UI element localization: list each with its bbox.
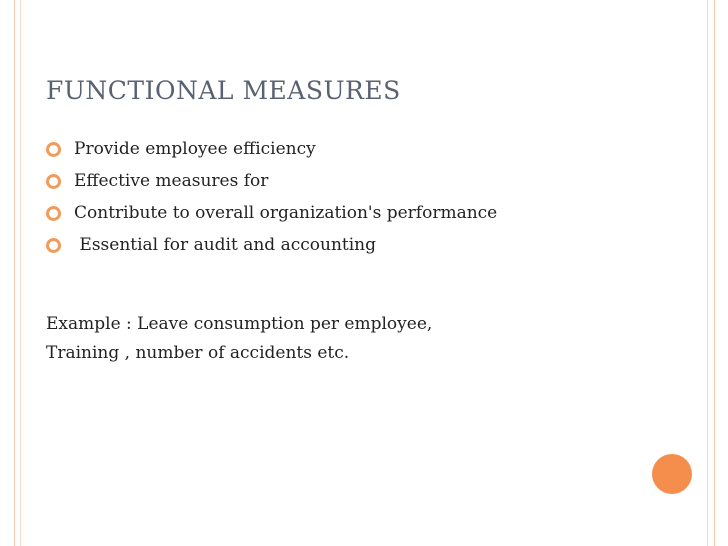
left-frame-line-2 bbox=[20, 0, 21, 546]
decorative-orange-dot bbox=[652, 454, 692, 494]
example-line-1: Example : Leave consumption per employee, bbox=[46, 314, 433, 334]
bullet-text: Contribute to overall organization's performance bbox=[74, 203, 498, 223]
bullet-text: Provide employee efficiency bbox=[74, 139, 316, 159]
bullet-text: Essential for audit and accounting bbox=[74, 235, 376, 255]
circle-bullet-icon bbox=[46, 174, 61, 189]
right-frame-line-2 bbox=[714, 0, 715, 546]
slide-title: FUNCTIONAL MEASURES bbox=[46, 76, 401, 105]
example-line-2: Training , number of accidents etc. bbox=[46, 343, 350, 363]
example-text bbox=[46, 310, 432, 368]
circle-bullet-icon bbox=[46, 238, 61, 253]
right-frame-line-1 bbox=[707, 0, 708, 546]
bullet-text: Effective measures for bbox=[74, 171, 269, 191]
circle-bullet-icon bbox=[46, 142, 61, 157]
circle-bullet-icon bbox=[46, 206, 61, 221]
left-frame-line-1 bbox=[14, 0, 15, 546]
